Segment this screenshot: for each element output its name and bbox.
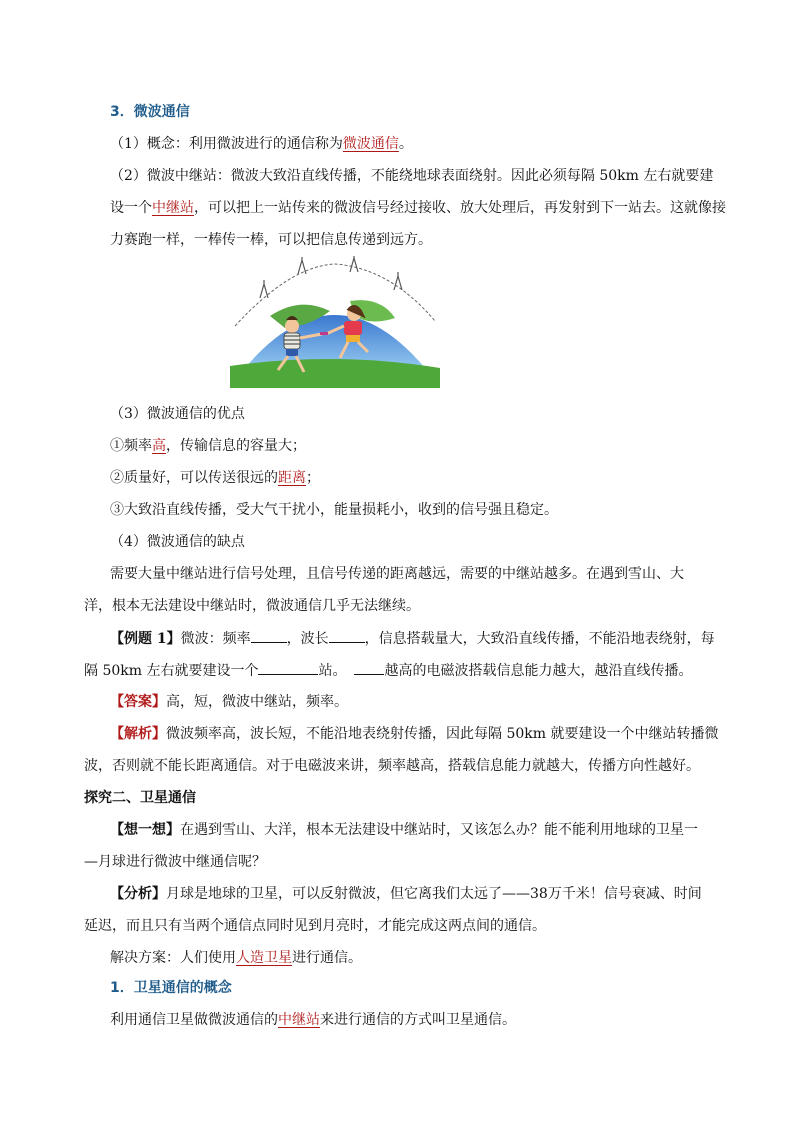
keyword: 中继站 [152, 200, 194, 216]
keyword: 微波通信 [342, 136, 399, 152]
text: 站。 [318, 663, 347, 679]
analysis-line1 [110, 724, 794, 744]
text: ； [306, 470, 320, 486]
keyword: 中继站 [278, 1012, 320, 1028]
example-label: 【例题 1】 [110, 631, 181, 647]
disadvantages-title: （4）微波通信的缺点 [110, 534, 245, 550]
keyword: 高 [152, 438, 166, 454]
paragraph-relay-line3: 力赛跑一样，一棒传一棒，可以把信息传递到远方。 [110, 232, 432, 248]
solution-line [110, 948, 794, 968]
analysis-label: 【解析】 [110, 726, 166, 742]
text: ②质量好，可以传送很远的 [110, 470, 278, 486]
text: ，传输信息的容量大； [166, 438, 306, 454]
advantage-item: ③大致沿直线传播，受大气干扰小，能量损耗小，收到的信号强且稳定。 [110, 502, 558, 518]
paragraph-relay-line1: （2）微波中继站：微波大致沿直线传播，不能绕地球表面绕射。因此必须每隔 50km 左右就要建 [110, 168, 714, 184]
text: 在遇到雪山、大洋，根本无法建设中继站时，又该怎么办？能不能利用地球的卫星一 [180, 822, 698, 838]
section-heading: 3．微波通信 [110, 104, 190, 120]
concept-line [110, 1010, 794, 1030]
example-line2 [84, 660, 794, 681]
punct: 。 [398, 136, 413, 152]
paragraph-relay-line2 [110, 198, 794, 218]
answer-line [110, 692, 794, 712]
concept-text: 概念：利用微波进行的通信称为 [146, 136, 343, 152]
advantage-item [110, 436, 794, 456]
disadvantage-line2: 洋，根本无法建设中继站时，微波通信几乎无法继续。 [84, 598, 420, 614]
paragraph-concept [110, 134, 794, 154]
advantages-title: （3）微波通信的优点 [110, 406, 245, 422]
baton [320, 332, 328, 335]
text: 隔 50km 左右就要建设一个 [84, 663, 259, 679]
item-number: （1） [110, 136, 147, 152]
example-line1 [110, 628, 794, 649]
text: 设一个 [110, 200, 152, 216]
text: ①频率 [110, 438, 152, 454]
keyword: 距离 [278, 470, 306, 486]
think-line1 [110, 820, 794, 840]
analysis2-line2: 延迟，而且只有当两个通信点同时见到月亮时，才能完成这两点间的通信。 [84, 918, 546, 934]
analysis2-line1 [110, 884, 794, 904]
disadvantage-line1: 需要大量中继站进行信号处理，且信号传递的距离越远，需要的中继站越多。在遇到雪山、大 [110, 566, 684, 582]
subsection-heading: 1．卫星通信的概念 [110, 980, 232, 996]
think-line2: —月球进行微波中继通信呢？ [84, 854, 266, 870]
section-heading: 探究二、卫星通信 [84, 790, 196, 806]
answer-blank [329, 628, 365, 643]
analysis-line2: 波，否则就不能长距离通信。对于电磁波来讲，频率越高，搭载信息能力就越大，传播方向性越好。 [84, 758, 700, 774]
answer-label: 【答案】 [110, 694, 166, 710]
earth-relay-illustration [230, 256, 440, 388]
advantage-item [110, 468, 794, 488]
text: ，信息搭载量大，大致沿直线传播，不能沿地表绕射，每 [364, 631, 715, 647]
text: ，波长 [286, 631, 329, 647]
tower-icon [260, 256, 402, 298]
text: 利用通信卫星做微波通信的 [110, 1012, 278, 1028]
answer-blank [258, 660, 318, 675]
text: 解决方案：人们使用 [110, 950, 236, 966]
text: 进行通信。 [292, 950, 362, 966]
text: 月球是地球的卫星，可以反射微波，但它离我们太远了——38万千米！信号衰减、时间 [166, 886, 702, 902]
text: 越高的电磁波搭载信息能力越大，越沿直线传播。 [384, 663, 693, 679]
think-label: 【想一想】 [110, 822, 180, 838]
text: 来进行通信的方式叫卫星通信。 [320, 1012, 516, 1028]
text: ，可以把上一站传来的微波信号经过接收、放大处理后，再发射到下一站去。这就像接 [194, 200, 726, 216]
answer-blank [354, 660, 384, 675]
answer-blank [251, 628, 287, 643]
keyword: 人造卫星 [236, 950, 292, 966]
analysis2-label: 【分析】 [110, 886, 166, 902]
answer-text: 高，短，微波中继站，频率。 [166, 694, 348, 710]
text: 微波：频率 [180, 631, 251, 647]
analysis-text: 微波频率高，波长短，不能沿地表绕射传播，因此每隔 50km 就要建设一个中继站转播微 [166, 726, 719, 742]
